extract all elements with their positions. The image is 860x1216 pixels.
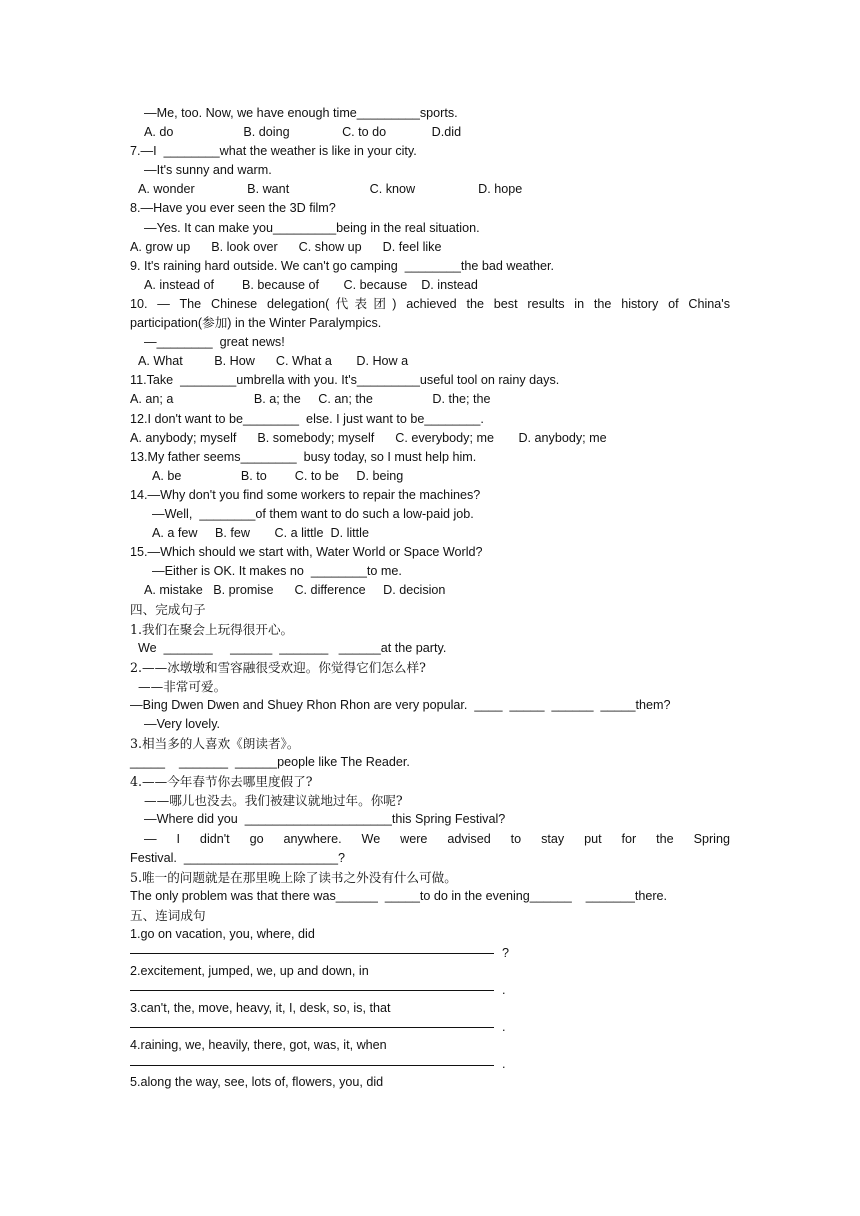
text-line: —Bing Dwen Dwen and Shuey Rhon Rhon are very popular. ____ _____ ______ _____them?: [130, 697, 671, 712]
text-line: ——哪儿也没去。我们被建议就地过年。你呢?: [144, 793, 403, 809]
reorder-question: 3.can't, the, move, heavy, it, I, desk, so, is, that: [130, 1001, 391, 1016]
reorder-question: 1.go on vacation, you, where, did: [130, 927, 315, 942]
text-line: A. anybody; myself B. somebody; myself C. everybody; me D. anybody; me: [130, 430, 607, 445]
text-line: 1.我们在聚会上玩得很开心。: [130, 621, 294, 637]
text-line: 4.——今年春节你去哪里度假了?: [130, 774, 313, 790]
answer-underline[interactable]: [130, 953, 494, 954]
end-punctuation: .: [502, 1057, 506, 1072]
end-punctuation: .: [502, 1020, 506, 1035]
text-line: —________ great news!: [144, 335, 285, 350]
text-line: —Well, ________of them want to do such a low-paid job.: [152, 506, 474, 521]
text-line: A. an; a B. a; the C. an; the D. the; the: [130, 392, 491, 407]
text-line: —Me, too. Now, we have enough time_________sports.: [144, 106, 458, 120]
text-line: 15.—Which should we start with, Water World or Space World?: [130, 545, 483, 560]
text-line: —Yes. It can make you_________being in the real situation.: [144, 220, 480, 235]
text-line: —Very lovely.: [144, 717, 221, 731]
text-line: —Either is OK. It makes no ________to me.: [152, 564, 402, 579]
text-line: A. do B. doing C. to do D.did: [144, 125, 462, 140]
answer-line: [130, 981, 730, 999]
text-line: — I didn't go anywhere. We were advised to stay put for the Spring: [144, 831, 730, 846]
text-line: 14.—Why don't you find some workers to repair the machines?: [130, 487, 481, 502]
text-line: 9. It's raining hard outside. We can't go camping ________the bad weather.: [130, 258, 554, 273]
text-line: 5.唯一的问题就是在那里晚上除了读书之外没有什么可做。: [130, 869, 457, 885]
end-punctuation: .: [502, 983, 506, 998]
text-line: A. What B. How C. What a D. How a: [138, 354, 409, 369]
text-line: 8.—Have you ever seen the 3D film?: [130, 201, 336, 216]
text-line: Festival. ______________________?: [130, 850, 345, 865]
text-line: _____ _______ ______people like The Reader.: [130, 755, 410, 770]
answer-underline[interactable]: [130, 1065, 494, 1066]
text-line: A. grow up B. look over C. show up D. feel like: [130, 239, 442, 254]
text-line: 四、完成句子: [130, 602, 206, 618]
text-line: 12.I don't want to be________ else. I just want to be________.: [130, 411, 484, 426]
text-line: A. a few B. few C. a little D. little: [152, 526, 369, 541]
text-line: The only problem was that there was______ _____to do in the evening______ _______there.: [130, 888, 668, 903]
sentence-reorder-section: [130, 925, 730, 1092]
text-line: 3.相当多的人喜欢《朗读者》。: [130, 736, 300, 752]
answer-underline[interactable]: [130, 990, 494, 991]
text-line: A. instead of B. because of C. because D. instead: [144, 277, 478, 292]
reorder-question: 2.excitement, jumped, we, up and down, in: [130, 964, 369, 979]
text-line: 7.—I ________what the weather is like in your city.: [130, 144, 417, 159]
text-line: We _______ ______ _______ ______at the party.: [138, 640, 447, 655]
answer-line: [130, 944, 730, 962]
text-line: 11.Take ________umbrella with you. It's_________useful tool on rainy days.: [130, 373, 560, 388]
text-line: 13.My father seems________ busy today, so I must help him.: [130, 449, 477, 464]
text-line: 2.——冰墩墩和雪容融很受欢迎。你觉得它们怎么样?: [130, 659, 426, 675]
answer-line: [130, 1055, 730, 1073]
reorder-question: 4.raining, we, heavily, there, got, was, it, when: [130, 1038, 387, 1053]
text-line: —Where did you _____________________this Spring Festival?: [144, 812, 506, 827]
text-line: —It's sunny and warm.: [144, 163, 272, 178]
end-punctuation: ?: [502, 946, 510, 961]
exercise-lines: [130, 104, 730, 925]
text-line: ——非常可爱。: [138, 678, 227, 694]
text-line: 五、连词成句: [130, 907, 206, 923]
reorder-question: 5.along the way, see, lots of, flowers, you, did: [130, 1075, 384, 1090]
text-line: A. wonder B. want C. know D. hope: [138, 182, 523, 197]
answer-underline[interactable]: [130, 1027, 494, 1028]
answer-line: [130, 1018, 730, 1036]
text-line: participation(参加) in the Winter Paralympics.: [130, 316, 382, 331]
text-line: A. be B. to C. to be D. being: [152, 468, 404, 483]
text-line: 10. — The Chinese delegation(代表团) achieved the best results in the history of China's: [130, 296, 730, 311]
text-line: A. mistake B. promise C. difference D. decision: [144, 583, 446, 598]
worksheet-page: [130, 104, 730, 1093]
